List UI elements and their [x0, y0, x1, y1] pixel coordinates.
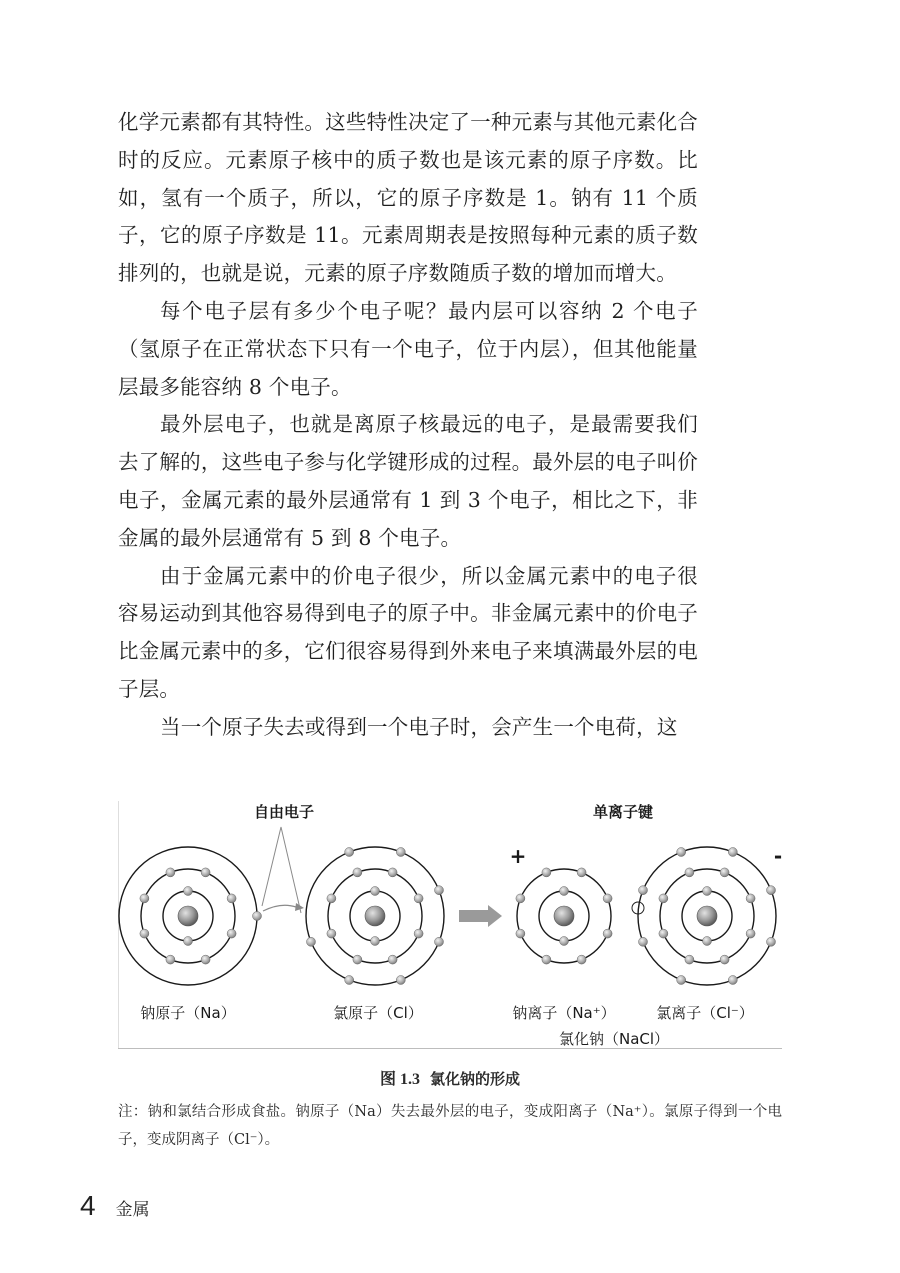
sodium-ion-electron [603, 894, 612, 903]
chloride-ion-electron [639, 886, 648, 895]
sodium-ion-electron [577, 868, 586, 877]
chloride-ion-electron [677, 848, 686, 857]
sodium-atom-label: 钠原子（Na） [140, 1004, 236, 1022]
sodium-ion [516, 868, 612, 964]
chloride-ion-label: 氯离子（Cl⁻） [656, 1004, 754, 1022]
chlorine-atom-electron [345, 976, 354, 985]
chlorine-atom-electron [371, 887, 380, 896]
chlorine-atom [306, 847, 444, 985]
chlorine-atom-electron [414, 929, 423, 938]
page-number: 4 [80, 1190, 96, 1221]
sodium-ion-electron [577, 955, 586, 964]
chloride-ion-electron [659, 894, 668, 903]
chlorine-atom-electron [307, 937, 316, 946]
chloride-ion-electron [639, 937, 648, 946]
sodium-atom-electron [227, 894, 236, 903]
chlorine-atom-label: 氯原子（Cl） [333, 1004, 423, 1022]
sodium-atom-electron [184, 937, 193, 946]
nacl-diagram [118, 801, 782, 1049]
electron-transfer-arrow [263, 905, 296, 911]
paragraph-1: 化学元素都有其特性。这些特性决定了一种元素与其他元素化合时的反应。元素原子核中的质子数也是该元素的原子序数。比如，氢有一个质子，所以，它的原子序数是 1。钠有 11 个质子，它的原子序数是 11。元素周期表是按照每种元素的质子数排列的，也就是说，元素的原子序数随质子数的增加而增大。 [118, 110, 698, 286]
chloride-ion-electron [767, 886, 776, 895]
figure-number: 图 1.3 [379, 1071, 420, 1088]
paragraph-2: 每个电子层有多少个电子呢？最内层可以容纳 2 个电子（氢原子在正常状态下只有一个电子，位于内层），但其他能量层最多能容纳 8 个电子。 [118, 298, 698, 399]
ionic-bond-label: 单离子键 [592, 803, 654, 821]
minus-charge-sign: - [773, 844, 782, 868]
electron-transfer-arrowhead [295, 903, 304, 911]
sodium-atom-electron [253, 912, 262, 921]
sodium-atom-electron [184, 887, 193, 896]
sodium-atom-electron [140, 929, 149, 938]
paragraph-4: 由于金属元素中的价电子很少，所以金属元素中的电子很容易运动到其他容易得到电子的原子中。非金属元素中的价电子比金属元素中的多，它们很容易得到外来电子来填满最外层的电子层。 [118, 563, 698, 701]
sodium-atom-electron [227, 929, 236, 938]
sodium-ion-nucleus [554, 906, 574, 926]
chloride-ion-electron [767, 937, 776, 946]
chloride-ion-electron [720, 868, 729, 877]
chlorine-atom-electron [396, 848, 405, 857]
sodium-atom [119, 847, 262, 985]
page-footer [80, 1190, 150, 1222]
chloride-ion-electron [685, 955, 694, 964]
chloride-ion-electron [703, 937, 712, 946]
chloride-ion-electron [746, 929, 755, 938]
sodium-ion-label: 钠离子（Na⁺） [512, 1004, 616, 1022]
figure-title: 氯化钠的形成 [430, 1070, 521, 1088]
sodium-ion-electron [516, 929, 525, 938]
sodium-ion-electron [560, 937, 569, 946]
paragraph-5: 当一个原子失去或得到一个电子时，会产生一个电荷，这 [160, 714, 678, 739]
chlorine-atom-nucleus [365, 906, 385, 926]
free-electron-label: 自由电子 [253, 803, 315, 821]
sodium-atom-electron [201, 868, 210, 877]
sodium-ion-electron [603, 929, 612, 938]
sodium-ion-electron [542, 868, 551, 877]
sodium-ion-electron [542, 955, 551, 964]
plus-charge-sign: + [509, 844, 527, 868]
atoms-layer [119, 847, 776, 985]
body-text [118, 104, 698, 747]
sodium-atom-electron [166, 868, 175, 877]
chlorine-atom-electron [345, 848, 354, 857]
free-electron-pointer-lines [262, 827, 301, 913]
sodium-atom-nucleus [178, 906, 198, 926]
chlorine-atom-electron [388, 955, 397, 964]
chlorine-atom-electron [414, 894, 423, 903]
chloride-ion-electron [659, 929, 668, 938]
reaction-arrow [459, 905, 502, 927]
chlorine-atom-electron [388, 868, 397, 877]
chloride-ion-electron [728, 848, 737, 857]
sodium-atom-electron [140, 894, 149, 903]
chlorine-atom-electron [353, 955, 362, 964]
paragraph-3: 最外层电子，也就是离原子核最远的电子，是最需要我们去了解的，这些电子参与化学键形成的过程。最外层的电子叫价电子，金属元素的最外层通常有 1 到 3 个电子，相比之下，非金属的最外层通常有 5 到 8 个电子。 [118, 412, 698, 550]
chlorine-atom-electron [371, 937, 380, 946]
chloride-ion-electron [677, 976, 686, 985]
chlorine-atom-electron [435, 886, 444, 895]
running-title: 金属 [115, 1200, 150, 1220]
chloride-ion-nucleus [697, 906, 717, 926]
sodium-ion-electron [516, 894, 525, 903]
chloride-ion [638, 847, 776, 985]
sodium-atom-electron [201, 955, 210, 964]
sodium-chloride-label: 氯化钠（NaCl） [558, 1030, 670, 1048]
chloride-ion-electron [685, 868, 694, 877]
figure-note: 注：钠和氯结合形成食盐。钠原子（Na）失去最外层的电子，变成阳离子（Na⁺）。氯原子得到一个电子，变成阴离子（Cl⁻）。 [118, 1104, 782, 1148]
chloride-ion-electron [728, 976, 737, 985]
chlorine-atom-electron [435, 937, 444, 946]
chlorine-atom-electron [327, 894, 336, 903]
chlorine-atom-electron [396, 976, 405, 985]
chloride-ion-electron [746, 894, 755, 903]
chlorine-atom-electron [327, 929, 336, 938]
sodium-ion-electron [560, 887, 569, 896]
chlorine-atom-electron [353, 868, 362, 877]
sodium-atom-electron [166, 955, 175, 964]
nacl-formation-figure [118, 801, 782, 1049]
chloride-ion-electron [720, 955, 729, 964]
chloride-ion-electron [703, 887, 712, 896]
figure-caption [0, 1066, 900, 1089]
